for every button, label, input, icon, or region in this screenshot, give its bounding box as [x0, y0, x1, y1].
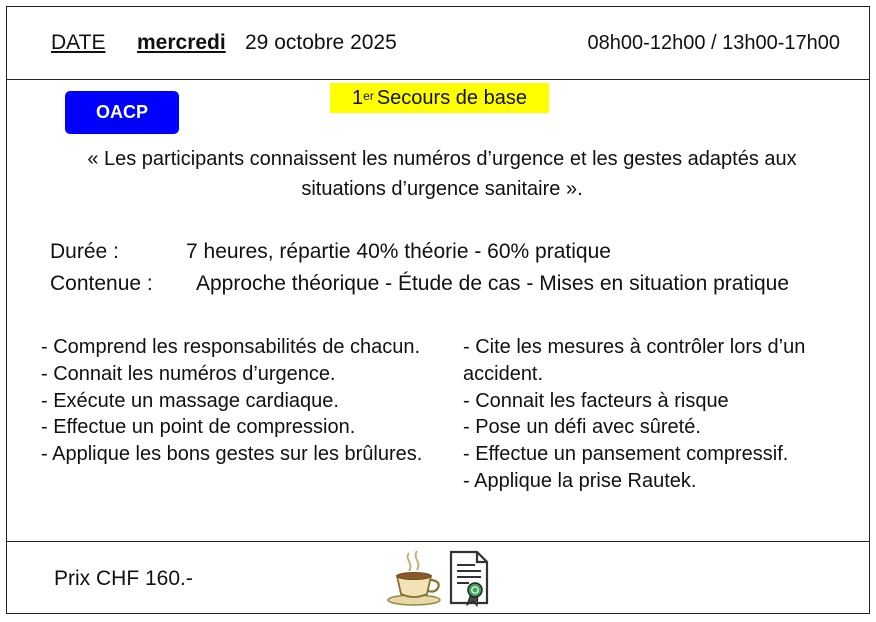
header-divider [6, 79, 870, 80]
skills-list-left [41, 334, 431, 468]
list-item: - Connait les numéros d’urgence. [41, 362, 336, 385]
list-item: - Pose un défi avec sûreté. [463, 416, 701, 439]
course-hours: 08h00-12h00 / 13h00-17h00 [587, 32, 840, 54]
list-item: - Exécute un massage cardiaque. [41, 389, 339, 412]
duration-label: Durée : [50, 240, 119, 263]
oacp-badge: OACP [65, 91, 179, 134]
content-value: Approche théorique - Étude de cas - Mises en situation pratique [196, 272, 790, 295]
list-item: - Cite les mesures à contrôler lors d’un accident. [463, 336, 806, 385]
duration-value: 7 heures, répartie 40% théorie - 60% pratique [186, 240, 611, 263]
skills-list-right [463, 334, 863, 495]
date-label: DATE [51, 31, 106, 54]
content-label: Contenue : [50, 272, 153, 295]
list-item: - Comprend les responsabilités de chacun. [41, 336, 421, 358]
coffee-cup-icon [385, 549, 445, 607]
course-title [330, 83, 549, 113]
course-date: 29 octobre 2025 [245, 31, 397, 54]
footer-divider [6, 541, 870, 542]
course-ordinal-suffix: er [363, 89, 374, 103]
course-objective: « Les participants connaissent les numéros d’urgence et les gestes adaptés aux situations d’urgence sanitaire ». [87, 148, 797, 200]
course-ordinal-number: 1 [352, 86, 364, 109]
day-of-week: mercredi [137, 31, 226, 54]
list-item: - Effectue un pansement compressif. [463, 443, 789, 466]
list-item: - Applique les bons gestes sur les brûlures. [41, 443, 423, 466]
list-item: - Effectue un point de compression. [41, 416, 356, 439]
list-item: - Connait les facteurs à risque [463, 389, 729, 412]
price-label: Prix CHF 160.- [54, 567, 193, 590]
list-item: - Applique la prise Rautek. [463, 469, 697, 492]
course-title-text: Secours de base [376, 86, 527, 109]
certificate-icon [447, 549, 493, 607]
